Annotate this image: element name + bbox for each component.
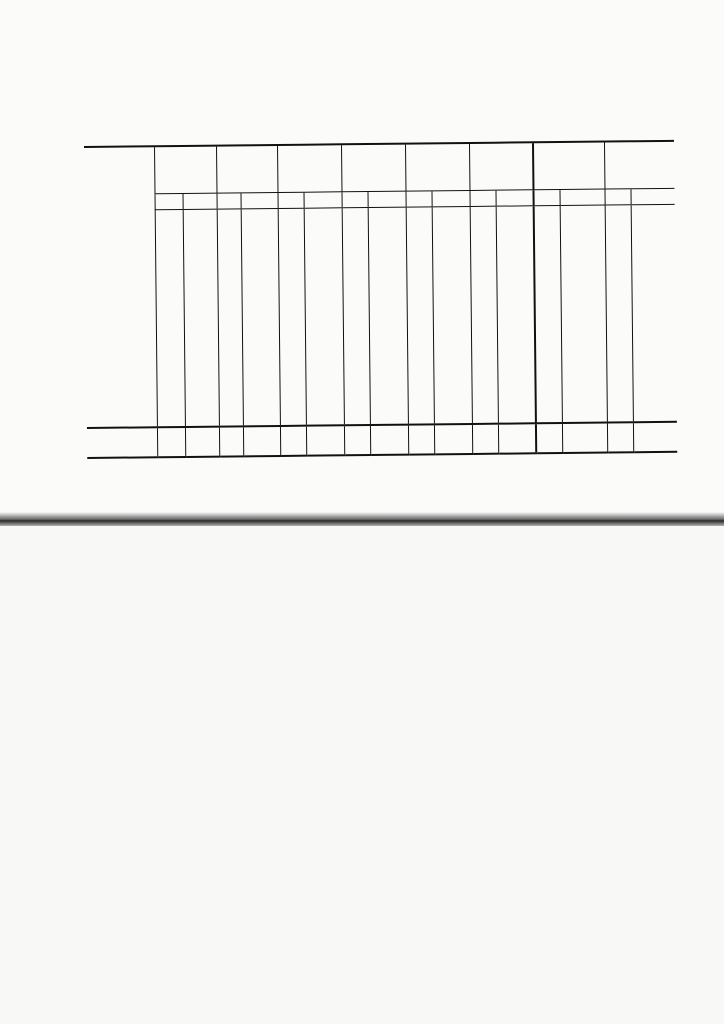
subheader-cell <box>405 191 431 207</box>
total-cell <box>633 421 677 451</box>
total-cell <box>498 423 536 453</box>
subheader-cell <box>217 193 241 209</box>
data-column <box>560 205 607 422</box>
total-cell <box>370 424 408 454</box>
category-header <box>469 142 533 190</box>
total-cell <box>472 423 498 453</box>
data-column <box>432 206 472 423</box>
category-header <box>405 143 469 191</box>
data-block <box>85 204 677 427</box>
data-column <box>304 208 344 425</box>
district-name <box>89 210 154 211</box>
district-name <box>89 210 154 211</box>
lower-book-page <box>0 526 724 1024</box>
data-column <box>470 206 498 423</box>
category-header <box>533 142 604 190</box>
category-header <box>604 141 674 189</box>
district-name <box>89 210 154 211</box>
data-column <box>278 208 306 425</box>
district-name <box>89 210 154 211</box>
data-column <box>155 209 185 426</box>
total-cell <box>607 422 633 452</box>
category-header <box>341 144 405 192</box>
total-cell <box>243 425 280 455</box>
subheader-cell <box>533 190 559 206</box>
subheader-cell <box>630 188 674 204</box>
subheader-cell <box>183 193 217 209</box>
subheader-cell <box>469 190 495 206</box>
district-name <box>89 210 154 211</box>
krakow-statistics-table <box>84 140 677 459</box>
subheader-cell <box>240 192 277 208</box>
district-name <box>89 210 154 211</box>
district-name <box>89 210 154 211</box>
category-range <box>217 170 277 171</box>
data-column <box>217 209 243 426</box>
district-names <box>85 210 157 428</box>
district-name <box>89 210 154 211</box>
powiaty-header <box>84 146 155 210</box>
subheader-cell <box>559 189 604 205</box>
subheader-cell <box>367 191 405 207</box>
total-label-line <box>87 442 156 443</box>
category-range <box>534 167 603 168</box>
subheader-cell <box>277 192 303 208</box>
category-range <box>605 166 674 167</box>
total-cell <box>219 426 243 456</box>
category-range <box>155 171 216 172</box>
data-column <box>342 208 370 425</box>
subheader-cell <box>604 189 630 205</box>
district-name <box>89 210 154 211</box>
district-name <box>89 210 154 211</box>
category-header <box>277 144 341 192</box>
data-column <box>368 207 408 424</box>
total-cell <box>306 425 344 455</box>
total-cell <box>562 422 607 452</box>
district-name <box>89 210 154 211</box>
data-column <box>534 206 562 423</box>
header-row <box>84 141 674 195</box>
district-name <box>89 210 154 211</box>
category-header <box>154 146 216 194</box>
category-range <box>406 168 469 169</box>
data-column <box>605 205 633 422</box>
data-column <box>406 207 434 424</box>
total-cell <box>157 426 185 456</box>
data-column <box>241 208 280 425</box>
total-row <box>87 421 677 457</box>
district-name <box>89 210 154 211</box>
subheader-cell <box>155 193 183 209</box>
subheader-cell <box>303 192 341 208</box>
total-cell <box>408 424 434 454</box>
subheader-cell <box>341 192 367 208</box>
district-name <box>89 210 154 211</box>
category-range <box>278 169 341 170</box>
category-range <box>470 167 532 168</box>
data-column <box>631 204 677 421</box>
district-name <box>89 210 154 211</box>
subheader-cell <box>495 190 533 206</box>
total-cell <box>434 423 472 453</box>
total-label <box>87 427 157 458</box>
data-column <box>496 206 536 423</box>
category-range <box>342 169 405 170</box>
total-cell <box>185 426 219 456</box>
district-name <box>89 210 154 211</box>
total-cell <box>536 423 562 453</box>
subheader-cell <box>431 190 469 206</box>
total-label-line <box>87 442 156 443</box>
district-name <box>89 210 154 211</box>
total-cell <box>344 425 370 455</box>
total-cell <box>280 425 306 455</box>
data-column <box>183 209 219 426</box>
category-header <box>216 145 277 193</box>
